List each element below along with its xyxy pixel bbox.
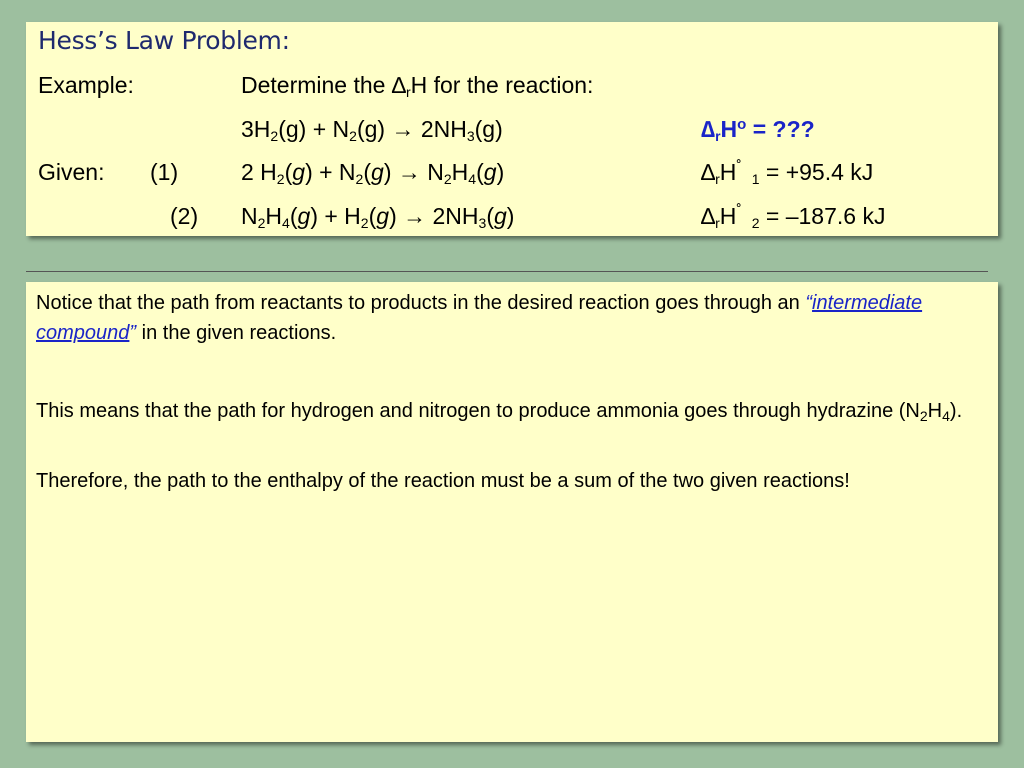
given-label: Given: xyxy=(38,159,105,185)
problem-panel xyxy=(26,22,998,236)
target-enthalpy: $\Delta_rH^o$ = ??? xyxy=(701,116,815,144)
note-paragraph-3: Therefore, the path to the enthalpy of the reaction must be a sum of the two given reactions! xyxy=(36,470,850,492)
notes-panel xyxy=(26,282,998,742)
section-divider xyxy=(26,271,988,272)
example-label: Example: xyxy=(38,72,134,98)
reaction-equation: $N_2H_4(g) + H_2(g) \to 2NH_3(g)$ xyxy=(241,203,515,231)
note-paragraph-1: Notice that the path from reactants to products in the desired reaction goes through an “intermediate compound” in the given reactions. xyxy=(36,292,923,344)
intermediate-compound-text: intermediate compound xyxy=(36,292,923,344)
example-prompt: Determine the $\Delta_rH$ for the reaction: xyxy=(241,72,594,100)
slide-title: Hess’s Law Problem: xyxy=(38,26,290,55)
note-paragraph-2: This means that the path for hydrogen and nitrogen to produce ammonia goes through hydrazine $(N_2H_4)$. xyxy=(36,400,963,424)
reaction-number: (1) xyxy=(150,159,179,185)
reaction-equation: 2 $H_2(g) + N_2(g) \to N_2H_4(g)$ xyxy=(241,159,505,187)
target-equation: $3H_2(g) + N_2(g) \to 2NH_3(g)$ xyxy=(241,116,503,144)
reaction-number: (2) xyxy=(170,203,199,229)
reaction-enthalpy: $\Delta_rH^˚_2 = -187.6$ kJ xyxy=(701,203,886,231)
reaction-enthalpy: $\Delta_rH^˚_1 = +95.4$ kJ xyxy=(701,159,874,187)
